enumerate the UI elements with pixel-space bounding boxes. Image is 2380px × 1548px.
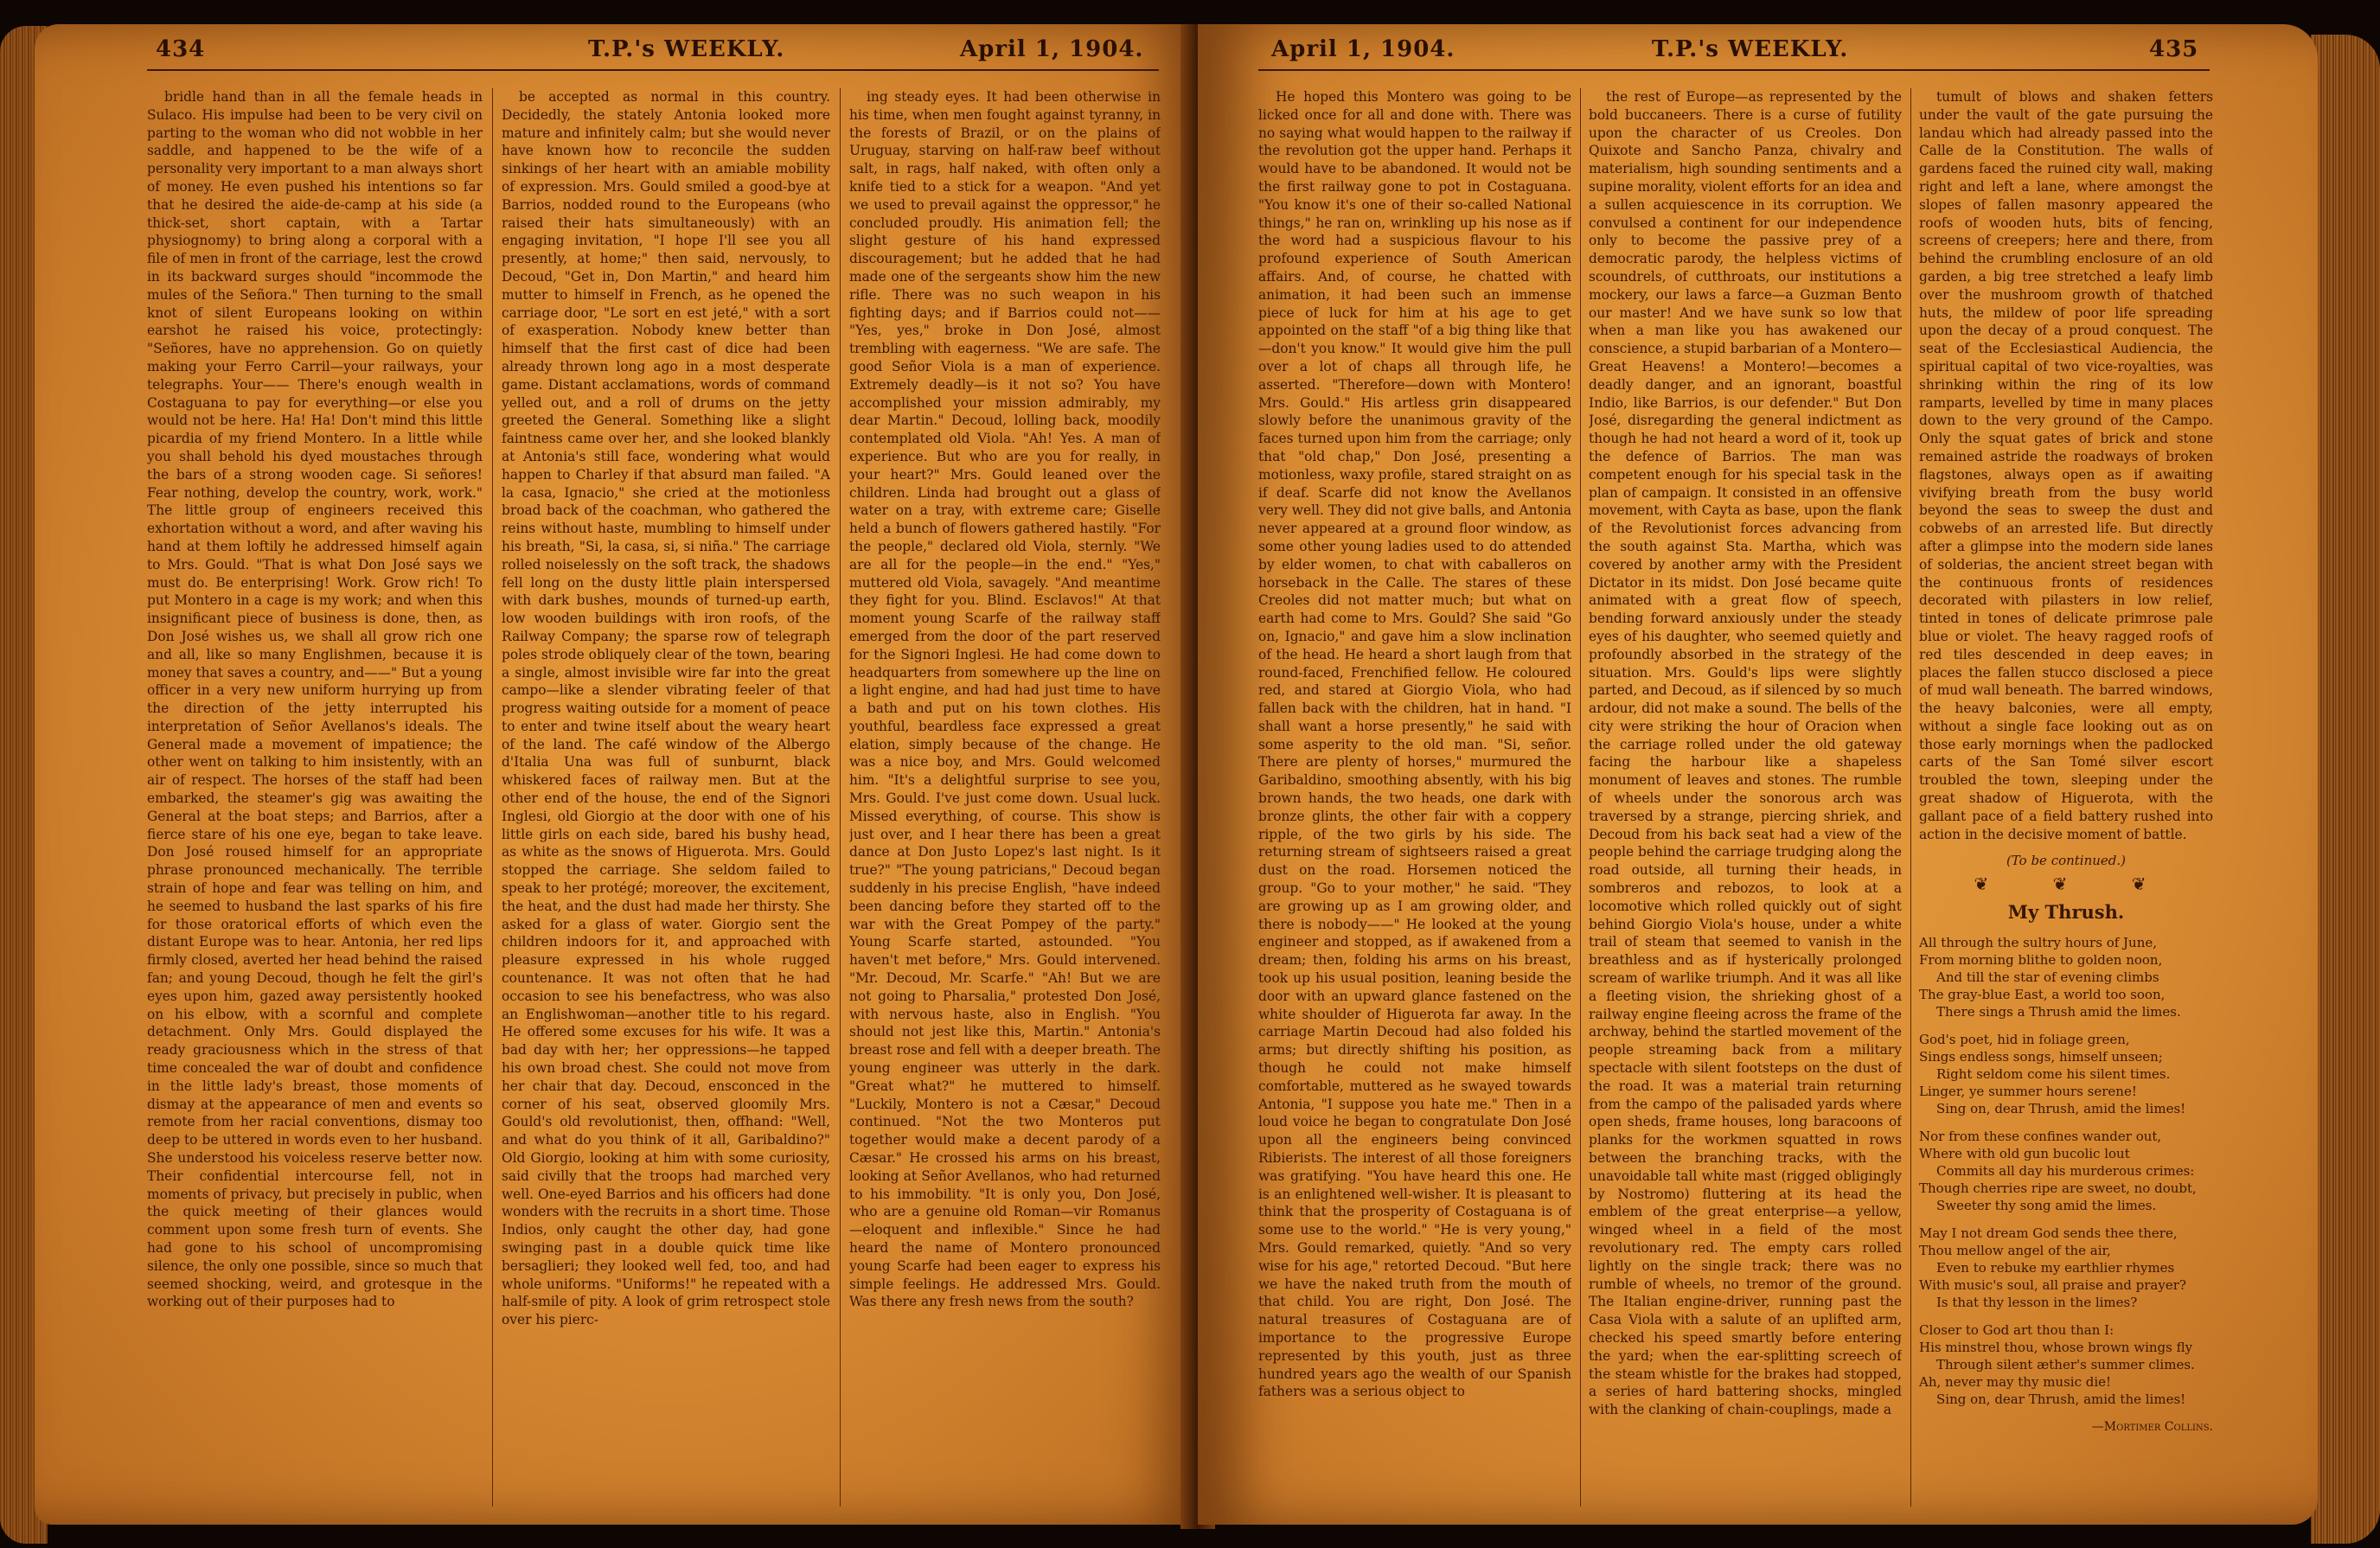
- poem-line: Sweeter thy song amid the limes.: [1936, 1197, 2157, 1213]
- poem-line: There sings a Thrush amid the limes.: [1936, 1003, 2181, 1020]
- poem-author: —Mortimer Collins.: [2091, 1419, 2213, 1434]
- header-rule: [147, 69, 1159, 71]
- journal-title: T.P.'s WEEKLY.: [1652, 36, 1849, 62]
- poem-stanza: [1919, 1225, 2213, 1311]
- poem-line: His minstrel thou, whose brown wings fly: [1919, 1339, 2193, 1355]
- poem-line: Closer to God art thou than I:: [1919, 1321, 2114, 1338]
- page-number: 434: [156, 36, 206, 62]
- poem-line: Even to rebuke my earthlier rhymes: [1936, 1259, 2175, 1276]
- poem-line: Linger, ye summer hours serene!: [1919, 1083, 2137, 1099]
- poem-line: Thou mellow angel of the air,: [1919, 1242, 2111, 1258]
- poem-line: Ah, never may thy music die!: [1919, 1373, 2112, 1390]
- poem-line: Where with old gun bucolic lout: [1919, 1145, 2130, 1161]
- poem-stanza: [1919, 1128, 2213, 1214]
- poem-title: My Thrush.: [2007, 901, 2125, 924]
- right-page-edges: [2311, 35, 2380, 1544]
- poem-line: God's poet, hid in foliage green,: [1919, 1031, 2130, 1047]
- poem-line: With music's soul, all praise and prayer?: [1919, 1276, 2186, 1293]
- poem-stanza: [1919, 934, 2213, 1020]
- poem-line: Sing on, dear Thrush, amid the limes!: [1936, 1100, 2186, 1116]
- poem-line: The gray-blue East, a world too soon,: [1919, 986, 2166, 1002]
- text-column: [1919, 88, 2213, 1515]
- issue-date: April 1, 1904.: [1271, 36, 1456, 62]
- journal-title: T.P.'s WEEKLY.: [588, 36, 785, 62]
- column-divider: [840, 88, 841, 1506]
- poem-line: May I not dream God sends thee there,: [1919, 1225, 2178, 1241]
- issue-date: April 1, 1904.: [960, 36, 1144, 62]
- poem-stanza: [1919, 1321, 2213, 1408]
- column-text: tumult of blows and shaken fetters under the vault of the gate pursuing the landau which had already passed into the Calle de la Constitution. The walls of gardens faced the ruined city wall, making right and left a lane, where amongst the slopes of fallen masonry appeared the roofs of wooden huts, bits of fencing, screens of creepers; here and there, from behind the crumbling enclosure of an old garden, a big tree stretched a leafy limb over the mushroom growth of thatched huts, the mildew of poor life spreading upon the decay of a proud conquest. The seat of the Ecclesiastical Audiencia, the spiritual capital of two vice-royalties, was shrinking within the ring of its low ramparts, levelled by time in many places down to the very ground of the Campo. Only the squat gates of brick and stone remained astride the roadways of broken flagstones, always open as if awaiting vivifying breath from the busy world beyond the seas to sweep the dust and cobwebs of an arrested life. But directly after a glimpse into the modern side lanes of solderias, the ancient street began with the continuous fronts of residences decorated with pilasters in low relief, tinted in tones of delicate primrose pale blue or violet. The heavy ragged roofs of red tiles descended in deep eaves; in places the fallen stucco disclosed a piece of mud wall beneath. The barred windows, the heavy balconies, were all empty, without a single face looking out as on those early mornings when the padlocked carts of the San Tomé silver escort troubled the town, sleeping under the great shadow of Higuerota, with the gallant pace of a field battery rushed into action in the decisive moment of battle.: [1919, 89, 2213, 842]
- page-number: 435: [2149, 36, 2199, 62]
- right-page: [1198, 24, 2318, 1525]
- column-text: the rest of Europe—as represented by the bold buccaneers. There is a curse of futility upon the character of us Creoles. Don Quixote and Sancho Panza, chivalry and materialism, high sounding sentiments and a supine morality, violent efforts for an idea and a sullen acquiescence in its corruption. We convulsed a continent for our independence only to become the passive prey of a democratic parody, the helpless victims of scoundrels, of cutthroats, our institutions a mockery, our laws a farce—a Guzman Bento our master! And we have sunk so low that when a man like you has awakened our conscience, a stupid barbarian of a Montero—Great Heavens! a Montero!—becomes a deadly danger, and an ignorant, boastful Indio, like Barrios, is our defender." But Don José, disregarding the general indictment as though he had not heard a word of it, took up the defence of Barrios. The man was competent enough for his special task in the plan of campaign. It consisted in an offensive movement, with Cayta as base, upon the flank of the Revolutionist forces advancing from the south against Sta. Martha, which was covered by another army with the President Dictator in its midst. Don José became quite animated with a great flow of speech, bending forward anxiously under the steady eyes of his daughter, who seemed quietly and profoundly absorbed in the strategy of the situation. Mrs. Gould's lips were slightly parted, and Decoud, as if silenced by so much ardour, did not make a sound. The bells of the city were striking the hour of Oracion when the carriage rolled under the old gateway facing the harbour like a shapeless monument of leaves and stones. The rumble of wheels under the sonorous arch was traversed by a strange, piercing shriek, and Decoud from his back seat had a view of the people behind the carriage trudging along the road outside, all turning their heads, in sombreros and rebozos, to look at a locomotive which rolled quickly out of sight behind Giorgio Viola's house, under a white trail of steam that seemed to vanish in the breathless and as if hysterically prolonged scream of warlike triumph. And it was all like a fleeting vision, the shrieking ghost of a railway engine fleeing across the frame of the archway, behind the startled movement of the people streaming back from a military spectacle with silent footsteps on the dust of the road. It was a material train returning from the campo of the palisaded yards where open sheds, frame houses, long baracoons of planks for the workmen squatted in rows between the branching tracks, with the unavoidable tall white mast (rigged obligingly by Nostromo) fluttering at its head the emblem of the great enterprise—a yellow, winged wheel in a field of the most revolutionary red. The empty cars rolled lightly on the single track; there was no rumble of wheels, no tremor of the ground. The Italian engine-driver, running past the Casa Viola with a salute of an uplifted arm, checked his speed smartly before entering the yard; when the ear-splitting screech of the steam whistle for the brakes had stopped, a series of hard battering shocks, mingled with the clanking of chain-couplings, made a: [1589, 89, 1902, 1418]
- column-text: bridle hand than in all the female heads in Sulaco. His impulse had been to be very civil on parting to the woman who did not wobble in her saddle, and happened to be the wife of a personality very important to a man always short of money. He even pushed his intentions so far that he desired the aide-de-camp at his side (a thick-set, short captain, with a Tartar physiognomy) to bring along a corporal with a file of men in front of the carriage, lest the crowd in its backward surges should "incommode the mules of the Señora." Then turning to the small knot of silent Europeans looking on within earshot he raised his voice, protectingly: "Señores, have no apprehension. Go on quietly making your Ferro Carril—your railways, your telegraphs. Your—— There's enough wealth in Costaguana to pay for everything—or else you would not be here. Ha! Ha! Don't mind this little picardia of my friend Montero. In a little while you shall behold his dyed moustaches through the bars of a strong wooden cage. Si señores! Fear nothing, develop the country, work, work." The little group of engineers received this exhortation without a word, and after waving his hand at them loftily he addressed himself again to Mrs. Gould. "That is what Don José says we must do. Be enterprising! Work. Grow rich! To put Montero in a cage is my work; and when this insignificant piece of business is done, then, as Don José wishes us, we shall all grow rich one and all, like so many Englishmen, because it is money that saves a country, and——" But a young officer in a very new uniform hurrying up from the direction of the jetty interrupted his interpretation of Señor Avellanos's ideals. The General made a movement of impatience; the other went on talking to him insistently, with an air of respect. The horses of the staff had been embarked, the steamer's gig was awaiting the General at the boat steps; and Barrios, after a fierce stare of his one eye, began to take leave. Don José roused himself for an appropriate phrase pronounced mechanically. The terrible strain of hope and fear was telling on him, and he seemed to husband the last sparks of his fire for those oratorical efforts of which even the distant Europe was to hear. Antonia, her red lips firmly closed, averted her head behind the raised fan; and young Decoud, though he felt the girl's eyes upon him, gazed away persistently hooked on his elbow, with a scornful and complete detachment. Only Mrs. Gould displayed the ready graciousness which in the stress of that time concealed the war of doubt and confidence in the little lady's breast, those moments of dismay at the appearance of men and events so remote from her racial conventions, dismay too deep to be uttered in words even to her husband. She understood his voiceless reserve better now. Their confidential intercourse fell, not in moments of privacy, but precisely in public, when the quick meeting of their glances would comment upon some fresh turn of events. She had gone to his school of uncompromising silence, the only one possible, since so much that seemed shocking, weird, and grotesque in the working out of their purposes had to: [147, 89, 483, 1310]
- poem-line: From morning blithe to golden noon,: [1919, 951, 2163, 968]
- poem-body: [1919, 934, 2213, 1436]
- poem-line: Sings endless songs, himself unseen;: [1919, 1048, 2163, 1065]
- column-divider: [492, 88, 493, 1506]
- text-column: [1589, 88, 1902, 1515]
- poem-stanza: [1919, 1031, 2213, 1117]
- fleuron-ornament: ❦ ❦ ❦: [1974, 873, 2176, 895]
- poem-line: Commits all day his murderous crimes:: [1936, 1162, 2195, 1179]
- column-text: be accepted as normal in this country. Decidedly, the stately Antonia looked more mature and infinitely calm; but she would never have known how to reconcile the sudden sinkings of her heart with an amiable mobility of expression. Mrs. Gould smiled a good-bye at Barrios, nodded round to the Europeans (who raised their hats simultaneously) with an engaging invitation, "I hope I'll see you all presently, at home;" then said, nervously, to Decoud, "Get in, Don Martin," and heard him mutter to himself in French, as he opened the carriage door, "Le sort en est jeté," with a sort of exasperation. Nobody knew better than himself that the first cast of dice had been already thrown long ago in a most desperate game. Distant acclamations, words of command yelled out, and a roll of drums on the jetty greeted the General. Something like a slight faintness came over her, and she looked blankly at Antonia's still face, wondering what would happen to Charley if that absurd man failed. "A la casa, Ignacio," she cried at the motionless broad back of the coachman, who gathered the reins without haste, mumbling to himself under his breath, "Si, la casa, si, si niña." The carriage rolled noiselessly on the soft track, the shadows fell long on the dusty little plain interspersed with dark bushes, mounds of turned-up earth, low wooden buildings with iron roofs, of the Railway Company; the sparse row of telegraph poles strode obliquely clear of the town, bearing a single, almost invisible wire far into the great campo—like a slender vibrating feeler of that progress waiting outside for a moment of peace to enter and twine itself about the weary heart of the land. The café window of the Albergo d'Italia Una was full of sunburnt, black whiskered faces of railway men. But at the other end of the house, the end of the Signori Inglesi, old Giorgio at the door with one of his little girls on each side, bared his bushy head, as white as the snows of Higuerota. Mrs. Gould stopped the carriage. She seldom failed to speak to her protégé; moreover, the excitement, the heat, and the dust had made her thirsty. She asked for a glass of water. Giorgio sent the children indoors for it, and approached with pleasure expressed in his whole rugged countenance. It was not often that he had occasion to see his benefactress, who was also an Englishwoman—another title to his regard. He offered some excuses for his wife. It was a bad day with her; her oppressions—he tapped his own broad chest. She could not move from her chair that day. Decoud, ensconced in the corner of his seat, observed gloomily Mrs. Gould's old revolutionist, then, offhand: "Well, and what do you think of it all, Garibaldino?" Old Giorgio, looking at him with some curiosity, said civilly that the troops had marched very well. One-eyed Barrios and his officers had done wonders with the recruits in a short time. Those Indios, only caught the other day, had gone swinging past in a double quick time like bersaglieri; they looked well fed, too, and had whole uniforms. "Uniforms!" he repeated with a half-smile of pity. A look of grim retrospect stole over his pierc-: [502, 89, 830, 1328]
- text-column: [502, 88, 830, 1515]
- text-column: [849, 88, 1161, 1515]
- poem-line: Through silent æther's summer climes.: [1936, 1356, 2195, 1372]
- to-be-continued: (To be continued.): [2006, 853, 2127, 869]
- left-page: [35, 24, 1198, 1525]
- poem-line: Sing on, dear Thrush, amid the limes!: [1936, 1391, 2186, 1407]
- column-text: ing steady eyes. It had been otherwise in his time, when men fought against tyranny, in the forests of Brazil, or on the plains of Uruguay, starving on half-raw beef without salt, in rags, half naked, with often only a knife tied to a stick for a weapon. "And yet we used to prevail against the oppressor," he concluded proudly. His animation fell; the slight gesture of his hand expressed discouragement; but he added that he had made one of the sergeants show him the new rifle. There was no such weapon in his fighting days; and if Barrios could not—— "Yes, yes," broke in Don José, almost trembling with eagerness. "We are safe. The good Señor Viola is a man of experience. Extremely deadly—is it not so? You have accomplished your mission admirably, my dear Martin." Decoud, lolling back, moodily contemplated old Viola. "Ah! Yes. A man of experience. But who are you for really, in your heart?" Mrs. Gould leaned over the children. Linda had brought out a glass of water on a tray, with extreme care; Giselle held a bunch of flowers gathered hastily. "For the people," declared old Viola, sternly. "We are all for the people—in the end." "Yes," muttered old Viola, savagely. "And meantime they fight for you. Blind. Esclavos!" At that moment young Scarfe of the railway staff emerged from the door of the part reserved for the Signori Inglesi. He had come down to headquarters from somewhere up the line on a light engine, and had had just time to have a bath and put on his town clothes. His youthful, beardless face expressed a great elation, simply because of the change. He was a nice boy, and Mrs. Gould welcomed him. "It's a delightful surprise to see you, Mrs. Gould. I've just come down. Usual luck. Missed everything, of course. This show is just over, and I hear there has been a great dance at Don Justo Lopez's last night. Is it true?" "The young patricians," Decoud began suddenly in his precise English, "have indeed been dancing before they started off to the war with the Great Pompey of the party." Young Scarfe started, astounded. "You haven't met before," Mrs. Gould intervened. "Mr. Decoud, Mr. Scarfe." "Ah! But we are not going to Pharsalia," protested Don José, with nervous haste, also in English. "You should not jest like this, Martin." Antonia's breast rose and fell with a deeper breath. The young engineer was utterly in the dark. "Great what?" he muttered to himself. "Luckily, Montero is not a Cæsar," Decoud continued. "Not the two Monteros put together would make a decent parody of a Cæsar." He crossed his arms on his breast, looking at Señor Avellanos, who had returned to his immobility. "It is only you, Don José, who are a genuine old Roman—vir Romanus—eloquent and inflexible." Since he had heard the name of Montero pronounced young Scarfe had been eager to express his simple feelings. He addressed Mrs. Gould. Was there any fresh news from the south?: [849, 89, 1161, 1310]
- poem-line: Nor from these confines wander out,: [1919, 1128, 2162, 1144]
- text-column: [147, 88, 483, 1515]
- poem-line: Is that thy lesson in the limes?: [1936, 1294, 2138, 1310]
- text-column: [1258, 88, 1571, 1515]
- column-text: He hoped this Montero was going to be licked once for all and done with. There was no saying what would happen to the railway if the revolution got the upper hand. Perhaps it would have to be abandoned. It would not be the first railway gone to pot in Costaguana. "You know it's one of their so-called National things," he ran on, wrinkling up his nose as if the word had a suspicious flavour to his profound experience of South American affairs. And, of course, he chatted with animation, it had been such an immense piece of luck for him at his age to get appointed on the staff "of a big thing like that—don't you know." It would give him the pull over a lot of chaps all through life, he asserted. "Therefore—down with Montero! Mrs. Gould." His artless grin disappeared slowly before the unanimous gravity of the faces turned upon him from the carriage; only that "old chap," Don José, presenting a motionless, waxy profile, stared straight on as if deaf. Scarfe did not know the Avellanos very well. They did not give balls, and Antonia never appeared at a ground floor window, as some other young ladies used to do attended by elder women, to chat with caballeros on horseback in the Calle. The stares of these Creoles did not matter much; but what on earth had come to Mrs. Gould? She said "Go on, Ignacio," and gave him a slow inclination of the head. He heard a short laugh from that round-faced, Frenchified fellow. He coloured red, and stared at Giorgio Viola, who had fallen back with the children, hat in hand. "I shall want a horse presently," he said with some asperity to the old man. "Si, señor. There are plenty of horses," murmured the Garibaldino, smoothing absently, with his big brown hands, the two heads, one dark with bronze glints, the other fair with a coppery ripple, of the two girls by his side. The returning stream of sightseers raised a great dust on the road. Horsemen noticed the group. "Go to your mother," he said. "They are growing up as I am growing older, and there is nobody——" He looked at the young engineer and stopped, as if awakened from a dream; then, folding his arms on his breast, took up his usual position, leaning beside the door with an upward glance fastened on the white shoulder of Higuerota far away. In the carriage Martin Decoud had also folded his arms; but directly shifting his position, as though he could not make himself comfortable, muttered as he swayed towards Antonia, "I suppose you hate me." Then in a loud voice he began to congratulate Don José upon all the engineers being convinced Ribierists. The interest of all those foreigners was gratifying. "You have heard this one. He is an enlightened well-wisher. It is pleasant to think that the prosperity of Costaguana is of some use to the world." "He is very young," Mrs. Gould remarked, quietly. "And so very wise for his age," retorted Decoud. "But here we have the naked truth from the mouth of that child. You are right, Don José. The natural treasures of Costaguana are of importance to the progressive Europe represented by this youth, just as three hundred years ago the wealth of our Spanish fathers was a serious object to: [1258, 89, 1571, 1400]
- column-divider: [1580, 88, 1581, 1506]
- poem-line: All through the sultry hours of June,: [1919, 934, 2158, 950]
- poem-line: Right seldom come his silent times.: [1936, 1065, 2171, 1082]
- header-rule: [1258, 69, 2210, 71]
- column-divider: [1910, 88, 1911, 1506]
- poem-line: Though cherries ripe are sweet, no doubt,: [1919, 1180, 2197, 1196]
- poem-line: And till the star of evening climbs: [1936, 969, 2159, 985]
